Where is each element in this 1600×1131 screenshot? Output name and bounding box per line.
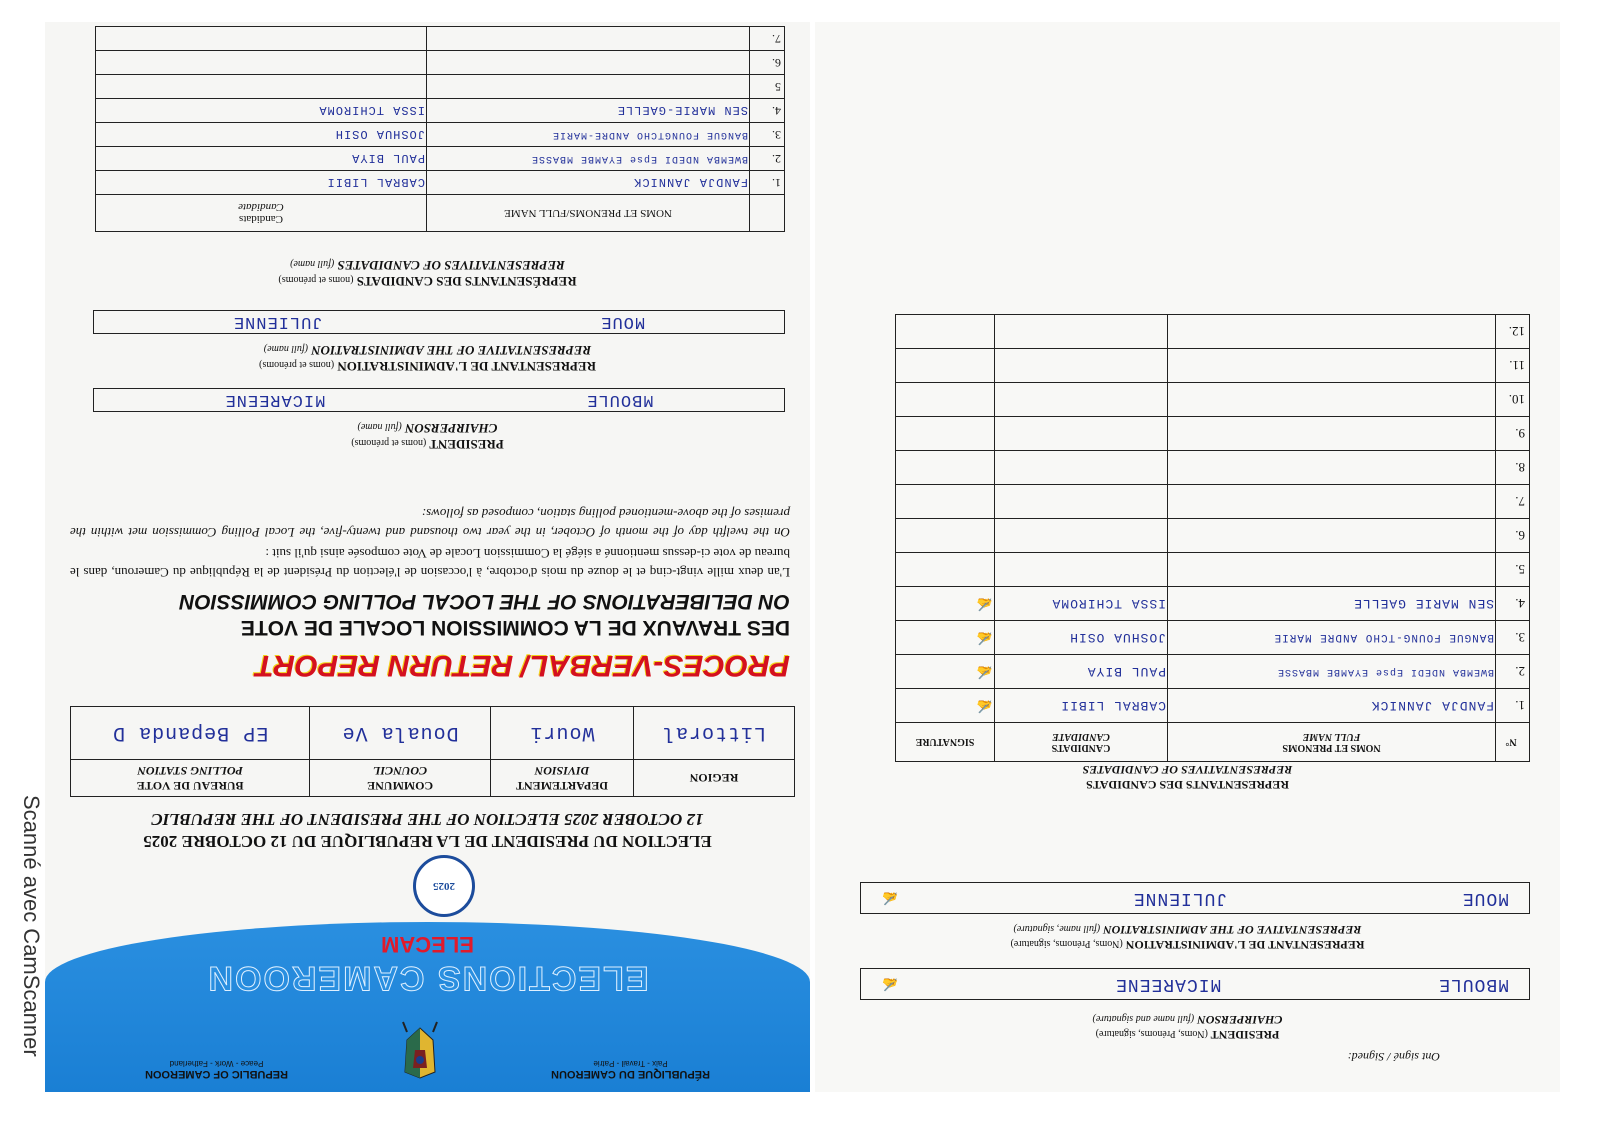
signed-label: Ont signé / Signed:	[1347, 1050, 1440, 1064]
president-label-right: PRESIDENT (Noms, Prénoms, signature) CHAIRPERSON (full name and signature)	[1092, 1013, 1283, 1042]
table-row: 4. SEN MARIE GAELLE ISSA TCHIROMA ✍	[896, 587, 1530, 621]
admin-rep-label: REPRESENTANT DE L'ADMINISTRATION (noms et prénoms) REPRESENTATIVE OF THE ADMINISTRATION (full name)	[259, 343, 596, 374]
camscanner-watermark: Scanné avec CamScanner	[19, 795, 44, 1057]
table-row: 12.	[896, 315, 1530, 349]
table-row: 4. SEN MARIE-GAELLE ISSA TCHIROMA	[96, 99, 785, 123]
election-2025-logo-icon: 2025	[413, 855, 475, 917]
table-row: 1. FANDJA JANNICK CABRAL LIBII	[96, 171, 785, 195]
signature-icon: ✍	[896, 587, 995, 621]
table-row: 2. BWEMBA NDEDI Epse EYAMBE MBASSE PAUL BIYA ✍	[896, 655, 1530, 689]
elecam-banner	[45, 922, 810, 1092]
table-row: 5.	[896, 553, 1530, 587]
table-row: 6.	[96, 51, 785, 75]
header-polling-station: BUREAU DE VOTE POLLING STATION	[71, 760, 310, 797]
header-division: DEPARTEMENT DIVISION	[490, 760, 633, 797]
org-name: ELECTIONS CAMEROON	[206, 959, 649, 997]
signature-icon: ✍	[881, 976, 899, 992]
republic-fr: RÉPUBLIQUE DU CAMEROUN Paix - Travail - Patrie	[551, 1059, 710, 1080]
president-name-field: MBOULE MICAREENE	[93, 388, 785, 412]
candidate-reps-label: REPRÉSENTANTS DES CANDIDATS (noms et prénoms) REPRESENTATIVES OF CANDIDATES (full name)	[278, 258, 577, 289]
location-table	[70, 706, 795, 797]
admin-rep-name-field: MOUE JULIENNE	[93, 310, 785, 334]
table-row: 1. FANDJA JANNICK CABRAL LIBII ✍	[896, 689, 1530, 723]
table-row: 3. BANGUE FOUNGTCHO ANDRE-MARIE JOSHUA OSIH	[96, 123, 785, 147]
left-page	[45, 22, 810, 1092]
table-row: 3. BANGUE FOUNG-TCHO ANDRE MARIE JOSHUA OSIH ✍	[896, 621, 1530, 655]
republic-en: REPUBLIC OF CAMEROON Peace - Work - Fatherland	[145, 1059, 288, 1080]
region-value: Littoral	[633, 707, 794, 760]
report-subtitle: DES TRAVAUX DE LA COMMISSION LOCALE DE VOTE ON DELIBERATIONS OF THE LOCAL POLLING COMMISSION	[179, 590, 790, 639]
admin-rep-name-signature-field: MOUE JULIENNE ✍	[860, 882, 1530, 914]
table-row: 7.	[96, 27, 785, 51]
org-acronym: ELECAM	[381, 932, 474, 957]
table-row: 11.	[896, 349, 1530, 383]
coat-of-arms-icon	[395, 1020, 445, 1080]
table-row: 5	[96, 75, 785, 99]
right-page	[815, 22, 1560, 1092]
admin-rep-label-right: REPRESENTANT DE L'ADMINISTRATION (Noms, Prénoms, signature) REPRESENTATIVE OF THE ADMINISTRATION (full name, signature)	[1010, 923, 1365, 952]
intro-paragraph: L'an deux mille vingt-cinq et le douze du mois d'octobre, à l'occasion de l'élection du Président de la République du Cameroun, dans le bureau de vote ci-dessus mentionné a siégé la Commission Locale de Vote composée ainsi qu'il suit : On the twelfth day of the month of October, in the year two thousand and twenty-five, the Local Polling Commission met within the premises of the above-mentioned polling station, composed as follows:	[70, 506, 790, 580]
table-row: 9.	[896, 417, 1530, 451]
table-row: 10.	[896, 383, 1530, 417]
president-label: PRESIDENT (noms et prénoms) CHAIRPERSON (full name)	[351, 421, 504, 452]
header-council: COMMUNE COUNCIL	[310, 760, 491, 797]
candidate-reps-table-left: NOMS ET PRENOMS/FULL NAME Candidats Candidate 1. FANDJA JANNICK CABRAL LIBII 2. BWEMBA NDEDI Epse EYAMBE MBASSE PAUL BIYA 3. BANGUE FOUNGTCHO ANDRE-MARIE JOSHUA OSIH 4. SEN MARIE-GAELLE ISSA TCHIROMA 5 6. 7.	[95, 26, 785, 232]
report-title: PROCES-VERBAL/ RETURN REPORT	[255, 649, 790, 682]
table-row: 6.	[896, 519, 1530, 553]
table-row: 7.	[896, 485, 1530, 519]
header-region: REGION	[633, 760, 794, 797]
table-row: 2. BWEMBA NDEDI Epse EYAMBE MBASSE PAUL BIYA	[96, 147, 785, 171]
candidate-reps-table-right: N° NOMS ET PRENOMS FULL NAME CANDIDATS CANDIDATE SIGNATURE 1. FANDJA JANNICK CABRAL LIBII ✍ 2. BWEMBA NDEDI Epse EYAMBE MBASSE PAUL BIYA ✍ 3. BANGUE FOUNG-TCHO ANDRE MARIE JOSHUA OSIH ✍ 4. SEN MARIE GAELLE ISSA TCHIROMA ✍ 5. 6. 7. 8. 9. 10. 11. 12.	[895, 314, 1530, 762]
signature-icon: ✍	[896, 621, 995, 655]
president-name-signature-field: MBOULE MICAREENE ✍	[860, 968, 1530, 1000]
division-value: Wouri	[490, 707, 633, 760]
signature-icon: ✍	[896, 689, 995, 723]
signature-icon: ✍	[896, 655, 995, 689]
polling-station-value: EP Bepanda D	[71, 707, 310, 760]
table-row: 8.	[896, 451, 1530, 485]
candidate-reps-label-right: REPRESENTANTS DES CANDIDATS REPRESENTATIVES OF CANDIDATES	[1082, 763, 1293, 792]
election-title: ELECTION DU PRESIDENT DE LA REPUBLIQUE DU 12 OCTOBRE 2025 12 OCTOBER 2025 ELECTION OF THE PRESIDENT OF THE REPUBLIC	[143, 810, 712, 851]
signature-icon: ✍	[881, 890, 899, 906]
council-value: Douala Ve	[310, 707, 491, 760]
